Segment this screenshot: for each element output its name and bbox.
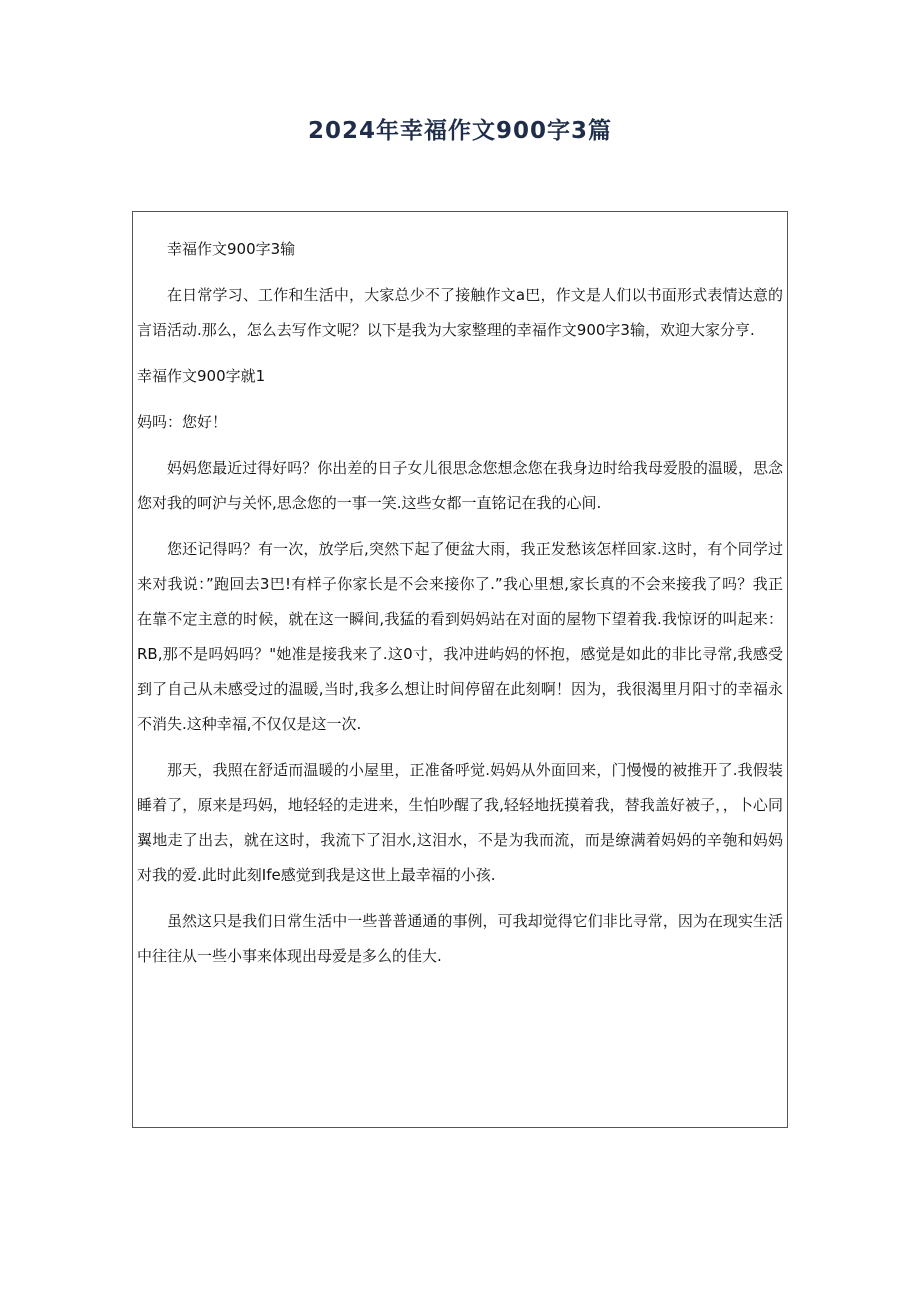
paragraph-6: 您还记得吗？有一次，放学后,突然下起了便盆大雨，我正发愁该怎样回家.这时，有个同学过来对我说：”跑回去3巴!有样子你家长是不会来接你了.”我心里想,家长真的不会来接我了吗？我正在靠不定主意的时候，就在这一瞬间,我猛的看到妈妈站在对面的屋物下望着我.我惊讶的叫起来：RB,那不是吗妈吗？"她准是接我来了.这0寸，我冲进屿妈的怀抱，感觉是如此的非比寻常,我感受到了自己从未感受过的温暖,当时,我多么想让时间停留在此刻啊！因为，我很渴里月阳寸的幸福永不消失.这种幸福,不仅仅是这一次. (137, 540, 783, 733)
paragraph-1: 幸福作文900字3输 (167, 240, 296, 258)
content-box (132, 211, 788, 1128)
paragraph-2: 在日常学习、工作和生活中，大家总少不了接触作文a巴，作文是人们以书面形式表情达意的言语活动.那么，怎么去写作文呢？以下是我为大家整理的幸福作文900字3输，欢迎大家分亨. (137, 286, 783, 339)
paragraph-7: 那天，我照在舒适而温暖的小屋里，正准备呼觉.妈妈从外面回来，门慢慢的被推开了.我假装睡着了，原来是玛妈，地轻轻的走进来，生怕吵醒了我,轻轻地抚摸着我，替我盖好被子，，卜心同翼地走了出去，就在这时，我流下了泪水,这泪水，不是为我而流，而是缭满着妈妈的辛匏和妈妈对我的爱.此时此刻Ife感觉到我是这世上最幸福的小孩. (137, 761, 783, 884)
paragraph-5: 妈妈您最近过得好吗？你出差的日子女儿很思念您想念您在我身边时给我母爱股的温暖，思念您对我的呵沪与关怀,思念您的一事一笑.这些女都一直铭记在我的心间. (137, 459, 783, 512)
paragraph-3: 幸福作文900字就1 (137, 367, 266, 385)
document-title: 2024年幸福作文900字3篇 (307, 118, 613, 144)
paragraph-8: 虽然这只是我们日常生活中一些普普通通的事例，可我却觉得它们非比寻常，因为在现实生活中往往从一些小事来体现出母爱是多么的佳大. (137, 912, 783, 965)
paragraph-4: 妈吗：您好！ (137, 413, 228, 431)
